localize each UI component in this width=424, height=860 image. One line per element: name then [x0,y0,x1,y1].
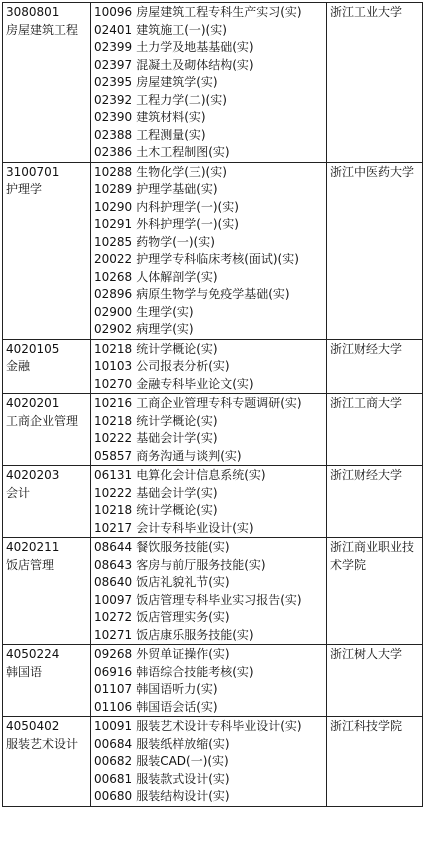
course-name: 房屋建筑学(实) [136,75,218,89]
courses-cell [91,3,327,163]
course-name: 工商企业管理专科专题调研(实) [136,396,302,410]
course-name: 客房与前厅服务技能(实) [136,557,266,572]
course-item [94,234,323,252]
course-code: 10218 [94,413,133,428]
course-item [94,718,323,736]
course-item [94,74,323,92]
course-item [94,109,323,127]
course-code: 10222 [94,485,133,500]
course-item [94,557,323,575]
course-item [94,251,323,269]
major-code: 4020203 [6,468,60,482]
courses-cell [91,538,327,645]
major-cell [3,394,91,466]
course-item [94,430,323,448]
course-item [94,92,323,110]
course-code: 05857 [94,448,133,463]
major-course-table [2,2,423,807]
course-name: 商务沟通与谈判(实) [136,448,242,463]
course-item [94,39,323,57]
major-name: 金融 [6,359,31,373]
course-name: 生理学(实) [136,304,194,319]
course-name: 生物化学(三)(实) [136,164,227,179]
courses-cell [91,339,327,394]
school-name: 浙江中医药大学 [330,164,415,179]
course-item [94,164,323,182]
course-name: 外科护理学(一)(实) [136,217,239,231]
course-name: 混凝土及砌体结构(实) [136,57,254,72]
course-item [94,646,323,664]
course-code: 02902 [94,322,133,336]
course-name: 饭店礼貌礼节(实) [136,575,230,589]
course-code: 02896 [94,287,133,301]
school-cell [327,538,423,645]
course-code: 00680 [94,789,133,803]
course-item [94,286,323,304]
major-name: 工商企业管理 [6,413,79,428]
course-code: 10290 [94,199,133,214]
table-row [3,645,423,717]
table-row [3,717,423,807]
course-code: 10217 [94,520,133,535]
course-code: 10216 [94,396,133,410]
course-code: 00684 [94,736,133,751]
major-cell [3,466,91,538]
course-code: 10091 [94,719,133,733]
course-name: 公司报表分析(实) [136,359,230,373]
courses-cell [91,717,327,807]
course-name: 人体解剖学(实) [136,269,218,284]
course-item [94,574,323,592]
course-item [94,753,323,771]
school-name: 浙江商业职业技术学院 [330,540,415,572]
course-item [94,395,323,413]
course-item [94,22,323,40]
table-row [3,538,423,645]
major-cell [3,162,91,339]
course-code: 02401 [94,22,133,37]
school-name: 浙江财经大学 [330,468,403,482]
course-code: 10103 [94,359,133,373]
course-code: 10222 [94,431,133,445]
table-body [3,3,423,807]
course-item [94,144,323,162]
table-row [3,162,423,339]
major-name: 会计 [6,485,31,500]
course-code: 10271 [94,627,133,642]
course-item [94,592,323,610]
major-cell [3,538,91,645]
course-code: 10270 [94,376,133,391]
school-name: 浙江树人大学 [330,647,403,661]
course-code: 10289 [94,182,133,196]
course-code: 10272 [94,610,133,624]
major-code: 4020105 [6,341,60,356]
major-name: 服装艺术设计 [6,736,79,751]
course-code: 02388 [94,127,133,142]
course-item [94,181,323,199]
major-code: 4050224 [6,647,60,661]
course-name: 餐饮服务技能(实) [136,540,230,554]
course-name: 病理学(实) [136,322,194,336]
school-name: 浙江工商大学 [330,396,403,410]
course-name: 药物学(一)(实) [136,234,215,249]
course-code: 02900 [94,304,133,319]
school-cell [327,717,423,807]
school-cell [327,645,423,717]
course-code: 10285 [94,234,133,249]
course-name: 土木工程制图(实) [136,145,230,159]
course-code: 10291 [94,217,133,231]
school-cell [327,3,423,163]
course-name: 电算化会计信息系统(实) [136,468,266,482]
course-item [94,4,323,22]
major-cell [3,717,91,807]
course-name: 工程力学(二)(实) [136,92,227,107]
course-code: 20022 [94,252,133,266]
course-name: 饭店康乐服务技能(实) [136,627,254,642]
course-item [94,699,323,717]
course-code: 02399 [94,40,133,54]
course-item [94,609,323,627]
courses-cell [91,162,327,339]
course-name: 韩语综合技能考核(实) [136,664,254,679]
course-item [94,321,323,339]
course-item [94,127,323,145]
school-name: 浙江财经大学 [330,341,403,356]
course-name: 饭店管理实务(实) [136,610,230,624]
course-item [94,664,323,682]
course-item [94,681,323,699]
course-item [94,736,323,754]
course-name: 护理学专科临床考核(面试)(实) [136,252,299,266]
course-name: 基础会计学(实) [136,485,218,500]
course-code: 00681 [94,771,133,786]
major-cell [3,645,91,717]
table-row [3,466,423,538]
course-code: 02392 [94,92,133,107]
course-item [94,57,323,75]
course-item [94,788,323,806]
major-name: 饭店管理 [6,557,55,572]
school-cell [327,162,423,339]
courses-cell [91,394,327,466]
course-name: 基础会计学(实) [136,431,218,445]
course-item [94,304,323,322]
course-code: 02386 [94,145,133,159]
major-code: 3100701 [6,164,60,179]
course-item [94,199,323,217]
course-code: 06916 [94,664,133,679]
course-name: 建筑施工(一)(实) [136,22,227,37]
course-name: 护理学基础(实) [136,182,218,196]
course-code: 02397 [94,57,133,72]
table-row [3,3,423,163]
course-name: 服装结构设计(实) [136,789,230,803]
major-code: 3080801 [6,5,60,19]
course-code: 06131 [94,468,133,482]
course-code: 01106 [94,699,133,714]
course-item [94,216,323,234]
course-code: 10218 [94,341,133,356]
major-cell [3,339,91,394]
table-row [3,394,423,466]
course-name: 内科护理学(一)(实) [136,199,239,214]
course-name: 饭店管理专科毕业实习报告(实) [136,592,302,607]
course-name: 服装艺术设计专科毕业设计(实) [136,719,302,733]
course-code: 02395 [94,75,133,89]
course-code: 10097 [94,592,133,607]
major-code: 4020211 [6,540,60,554]
course-item [94,771,323,789]
course-item [94,448,323,466]
course-name: 统计学概论(实) [136,413,218,428]
school-cell [327,339,423,394]
course-item [94,485,323,503]
course-code: 10096 [94,5,133,19]
course-item [94,413,323,431]
courses-cell [91,645,327,717]
course-name: 工程测量(实) [136,127,206,142]
course-code: 10268 [94,269,133,284]
course-code: 02390 [94,110,133,124]
major-name: 房屋建筑工程 [6,22,79,37]
course-code: 01107 [94,682,133,696]
course-name: 房屋建筑工程专科生产实习(实) [136,5,302,19]
course-name: 韩国语会话(实) [136,699,218,714]
school-cell [327,466,423,538]
course-item [94,376,323,394]
major-name: 护理学 [6,182,43,196]
courses-cell [91,466,327,538]
table-row [3,339,423,394]
major-code: 4050402 [6,719,60,733]
course-name: 服装纸样放缩(实) [136,736,230,751]
course-item [94,341,323,359]
course-item [94,467,323,485]
course-name: 病原生物学与免疫学基础(实) [136,287,290,301]
course-code: 10288 [94,164,133,179]
major-code: 4020201 [6,396,60,410]
course-name: 会计专科毕业设计(实) [136,520,254,535]
school-cell [327,394,423,466]
course-item [94,358,323,376]
school-name: 浙江科技学院 [330,719,403,733]
course-code: 09268 [94,647,133,661]
course-name: 外贸单证操作(实) [136,647,230,661]
course-name: 服装款式设计(实) [136,771,230,786]
course-item [94,502,323,520]
course-code: 08640 [94,575,133,589]
course-name: 土力学及地基基础(实) [136,40,254,54]
course-name: 金融专科毕业论文(实) [136,376,254,391]
course-item [94,627,323,645]
course-name: 统计学概论(实) [136,341,218,356]
major-cell [3,3,91,163]
course-code: 08644 [94,540,133,554]
course-name: 统计学概论(实) [136,503,218,517]
course-name: 建筑材料(实) [136,110,206,124]
school-name: 浙江工业大学 [330,5,403,19]
course-name: 韩国语听力(实) [136,682,218,696]
course-code: 08643 [94,557,133,572]
course-item [94,520,323,538]
course-item [94,269,323,287]
course-name: 服装CAD(一)(实) [136,754,229,768]
course-code: 00682 [94,754,133,768]
course-item [94,539,323,557]
major-name: 韩国语 [6,664,43,679]
course-code: 10218 [94,503,133,517]
